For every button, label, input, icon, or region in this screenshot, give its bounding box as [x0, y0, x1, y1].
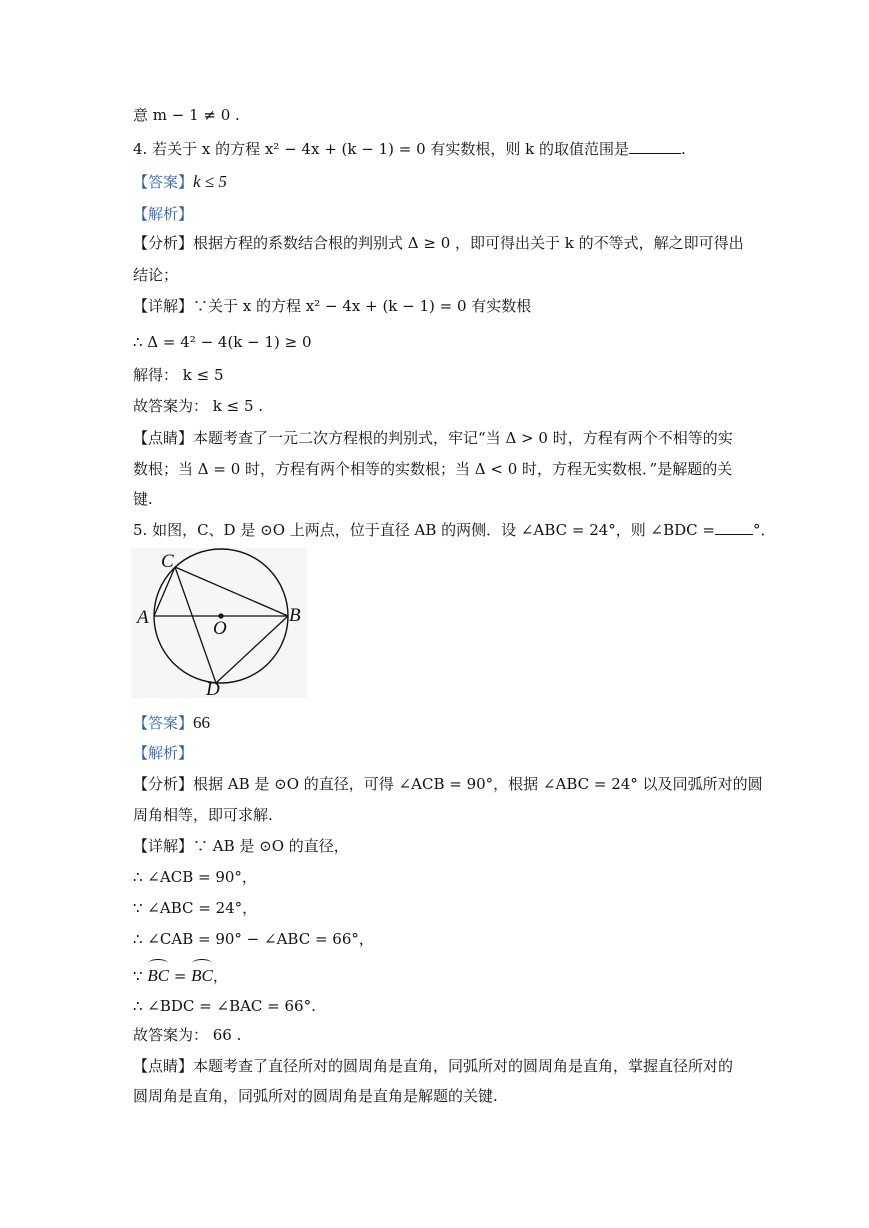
label-o: O — [213, 618, 227, 639]
dianjing-4-line-1: 【点睛】本题考查了一元二次方程根的判别式，牢记“当 Δ > 0 时，方程有两个不相等的实 — [133, 429, 733, 447]
xiangjie-5: 【详解】∵ AB 是 ⊙O 的直径， — [133, 837, 349, 855]
dianjing-4-line-2: 数根；当 Δ = 0 时，方程有两个相等的实数根；当 Δ < 0 时，方程无实数根．”是解题的关 — [133, 460, 733, 478]
fenxi-5-line-1: 【分析】根据 AB 是 ⊙O 的直径，可得 ∠ACB = 90°，根据 ∠ABC = 24° 以及同弧所对的圆 — [133, 775, 763, 793]
step-3: ∴ ∠CAB = 90° − ∠ABC = 66°， — [133, 930, 374, 948]
label-b: B — [289, 605, 301, 626]
step-2: ∵ ∠ABC = 24°， — [133, 899, 258, 917]
step-1: ∴ ∠ACB = 90°， — [133, 868, 257, 886]
answer-4-value: k ≤ 5 — [193, 172, 227, 191]
dianjing-5-line-2: 圆周角是直角，同弧所对的圆周角是直角是解题的关键. — [133, 1087, 498, 1105]
segment-cd — [175, 567, 216, 683]
answer-4 — [133, 171, 227, 193]
text-line-1: 意 m − 1 ≠ 0 . — [133, 106, 240, 124]
dianjing-4-line-3: 键. — [133, 490, 153, 508]
question-4 — [133, 138, 686, 160]
answer-5 — [133, 712, 210, 734]
step-4-equals: = — [169, 967, 192, 985]
analysis-tag-5: 【解析】 — [133, 744, 194, 762]
label-d: D — [206, 679, 220, 698]
answer-blank-5 — [715, 520, 753, 535]
jiede-step: 解得： k ≤ 5 — [133, 366, 224, 384]
answer-tag: 【答案】 — [133, 173, 194, 191]
step-4 — [133, 962, 228, 987]
fenxi-4-line-2: 结论； — [133, 266, 179, 284]
fenxi-5-line-2: 周角相等，即可求解. — [133, 806, 273, 824]
segment-db — [216, 616, 288, 683]
fenxi-4-line-1: 【分析】根据方程的系数结合根的判别式 Δ ≥ 0 ，即可得出关于 k 的不等式，解之即可得出 — [133, 234, 744, 252]
dianjing-5-line-1: 【点睛】本题考查了直径所对的圆周角是直角，同弧所对的圆周角是直角，掌握直径所对的 — [133, 1057, 734, 1075]
step-4-prefix: ∵ — [133, 967, 148, 985]
guda-4: 故答案为： k ≤ 5 . — [133, 397, 264, 415]
step-4-suffix: ， — [212, 967, 228, 985]
segment-cb — [175, 567, 288, 616]
circle-figure — [131, 548, 307, 698]
label-a: A — [137, 607, 149, 628]
question-5-end: °． — [753, 521, 776, 539]
arc-bc-left: BC — [147, 962, 169, 987]
arc-bc-right: BC — [191, 962, 213, 987]
answer-tag: 【答案】 — [133, 714, 194, 732]
delta-step: ∴ Δ = 4² − 4(k − 1) ≥ 0 — [133, 333, 312, 351]
question-4-end: . — [681, 140, 686, 158]
label-c: C — [161, 551, 174, 572]
answer-blank-4 — [629, 139, 681, 154]
question-4-text: 4. 若关于 x 的方程 x² − 4x + (k − 1) = 0 有实数根，则 k 的取值范围是 — [133, 140, 630, 158]
step-5: ∴ ∠BDC = ∠BAC = 66°. — [133, 997, 316, 1015]
answer-5-value: 66 — [193, 713, 211, 732]
analysis-tag-4: 【解析】 — [133, 205, 194, 223]
xiangjie-4: 【详解】∵关于 x 的方程 x² − 4x + (k − 1) = 0 有实数根 — [133, 297, 532, 315]
segment-ac — [154, 567, 175, 616]
question-5-text: 5. 如图，C、D 是 ⊙O 上两点，位于直径 AB 的两侧．设 ∠ABC = 24°，则 ∠BDC = — [133, 521, 715, 539]
question-5 — [133, 519, 776, 541]
guda-5: 故答案为： 66 . — [133, 1026, 242, 1044]
